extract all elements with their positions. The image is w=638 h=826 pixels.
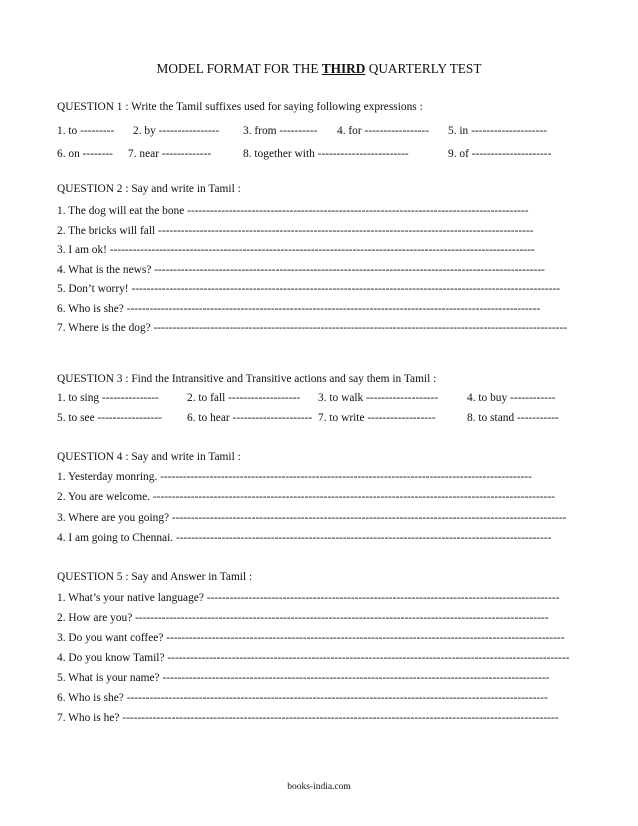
q4-line: 1. Yesterday monring. --------------------------------------------------------------------------------------------------	[57, 471, 532, 483]
question-3-header: QUESTION 3 : Find the Intransitive and Transitive actions and say them in Tamil :	[57, 373, 437, 385]
q4-line: 4. I am going to Chennai. ---------------------------------------------------------------------------------------------------	[57, 532, 552, 544]
q5-line: 4. Do you know Tamil? ----------------------------------------------------------------------------------------------------------	[57, 652, 570, 664]
q3-item: 3. to walk -------------------	[318, 392, 439, 404]
q3-item: 5. to see -----------------	[57, 412, 162, 424]
q1-item: 8. together with ------------------------	[243, 148, 409, 160]
footer-source: books-india.com	[287, 782, 351, 792]
q5-line: 6. Who is she? ---------------------------------------------------------------------------------------------------------------	[57, 692, 548, 704]
question-5-header: QUESTION 5 : Say and Answer in Tamil :	[57, 571, 253, 583]
q3-item: 6. to hear ---------------------	[187, 412, 313, 424]
q1-item: 9. of ---------------------	[448, 148, 552, 160]
q5-line: 7. Who is he? -------------------------------------------------------------------------------------------------------------------	[57, 712, 559, 724]
question-4-header: QUESTION 4 : Say and write in Tamil :	[57, 451, 241, 463]
title-highlight: THIRD	[321, 61, 366, 76]
q1-item: 1. to ---------	[57, 125, 115, 137]
title-suffix: QUARTERLY TEST	[365, 61, 482, 76]
q2-line: 1. The dog will eat the bone ------------------------------------------------------------------------------------------	[57, 205, 529, 217]
q5-line: 1. What’s your native language? ---------------------------------------------------------------------------------------------	[57, 592, 560, 604]
q2-line: 3. I am ok! ----------------------------------------------------------------------------------------------------------------	[57, 244, 535, 256]
q3-item: 7. to write ------------------	[318, 412, 436, 424]
q3-item: 8. to stand -----------	[467, 412, 559, 424]
q5-line: 3. Do you want coffee? ---------------------------------------------------------------------------------------------------------	[57, 632, 565, 644]
q4-line: 3. Where are you going? --------------------------------------------------------------------------------------------------------	[57, 512, 567, 524]
q2-line: 4. What is the news? -------------------------------------------------------------------------------------------------------	[57, 264, 545, 276]
q1-item: 2. by ----------------	[133, 125, 220, 137]
question-2-header: QUESTION 2 : Say and write in Tamil :	[57, 183, 241, 195]
q1-item: 7. near -------------	[128, 148, 212, 160]
q5-line: 5. What is your name? ------------------------------------------------------------------------------------------------------	[57, 672, 550, 684]
q1-item: 6. on --------	[57, 148, 113, 160]
question-1-header: QUESTION 1 : Write the Tamil suffixes used for saying following expressions :	[57, 101, 423, 113]
title-prefix: MODEL FORMAT FOR THE	[156, 61, 322, 76]
q2-line: 5. Don’t worry! -----------------------------------------------------------------------------------------------------------------	[57, 283, 561, 295]
q1-item: 4. for -----------------	[337, 125, 430, 137]
q2-line: 2. The bricks will fall ---------------------------------------------------------------------------------------------------	[57, 225, 534, 237]
page-title	[0, 61, 638, 76]
q2-line: 6. Who is she? -------------------------------------------------------------------------------------------------------------	[57, 303, 541, 315]
q1-item: 3. from ----------	[243, 125, 318, 137]
q4-line: 2. You are welcome. ----------------------------------------------------------------------------------------------------------	[57, 491, 555, 503]
q1-item: 5. in --------------------	[448, 125, 547, 137]
q3-item: 2. to fall -------------------	[187, 392, 301, 404]
q2-line: 7. Where is the dog? -------------------------------------------------------------------------------------------------------------	[57, 322, 568, 334]
q3-item: 4. to buy ------------	[467, 392, 556, 404]
q3-item: 1. to sing ---------------	[57, 392, 159, 404]
q5-line: 2. How are you? -------------------------------------------------------------------------------------------------------------	[57, 612, 549, 624]
